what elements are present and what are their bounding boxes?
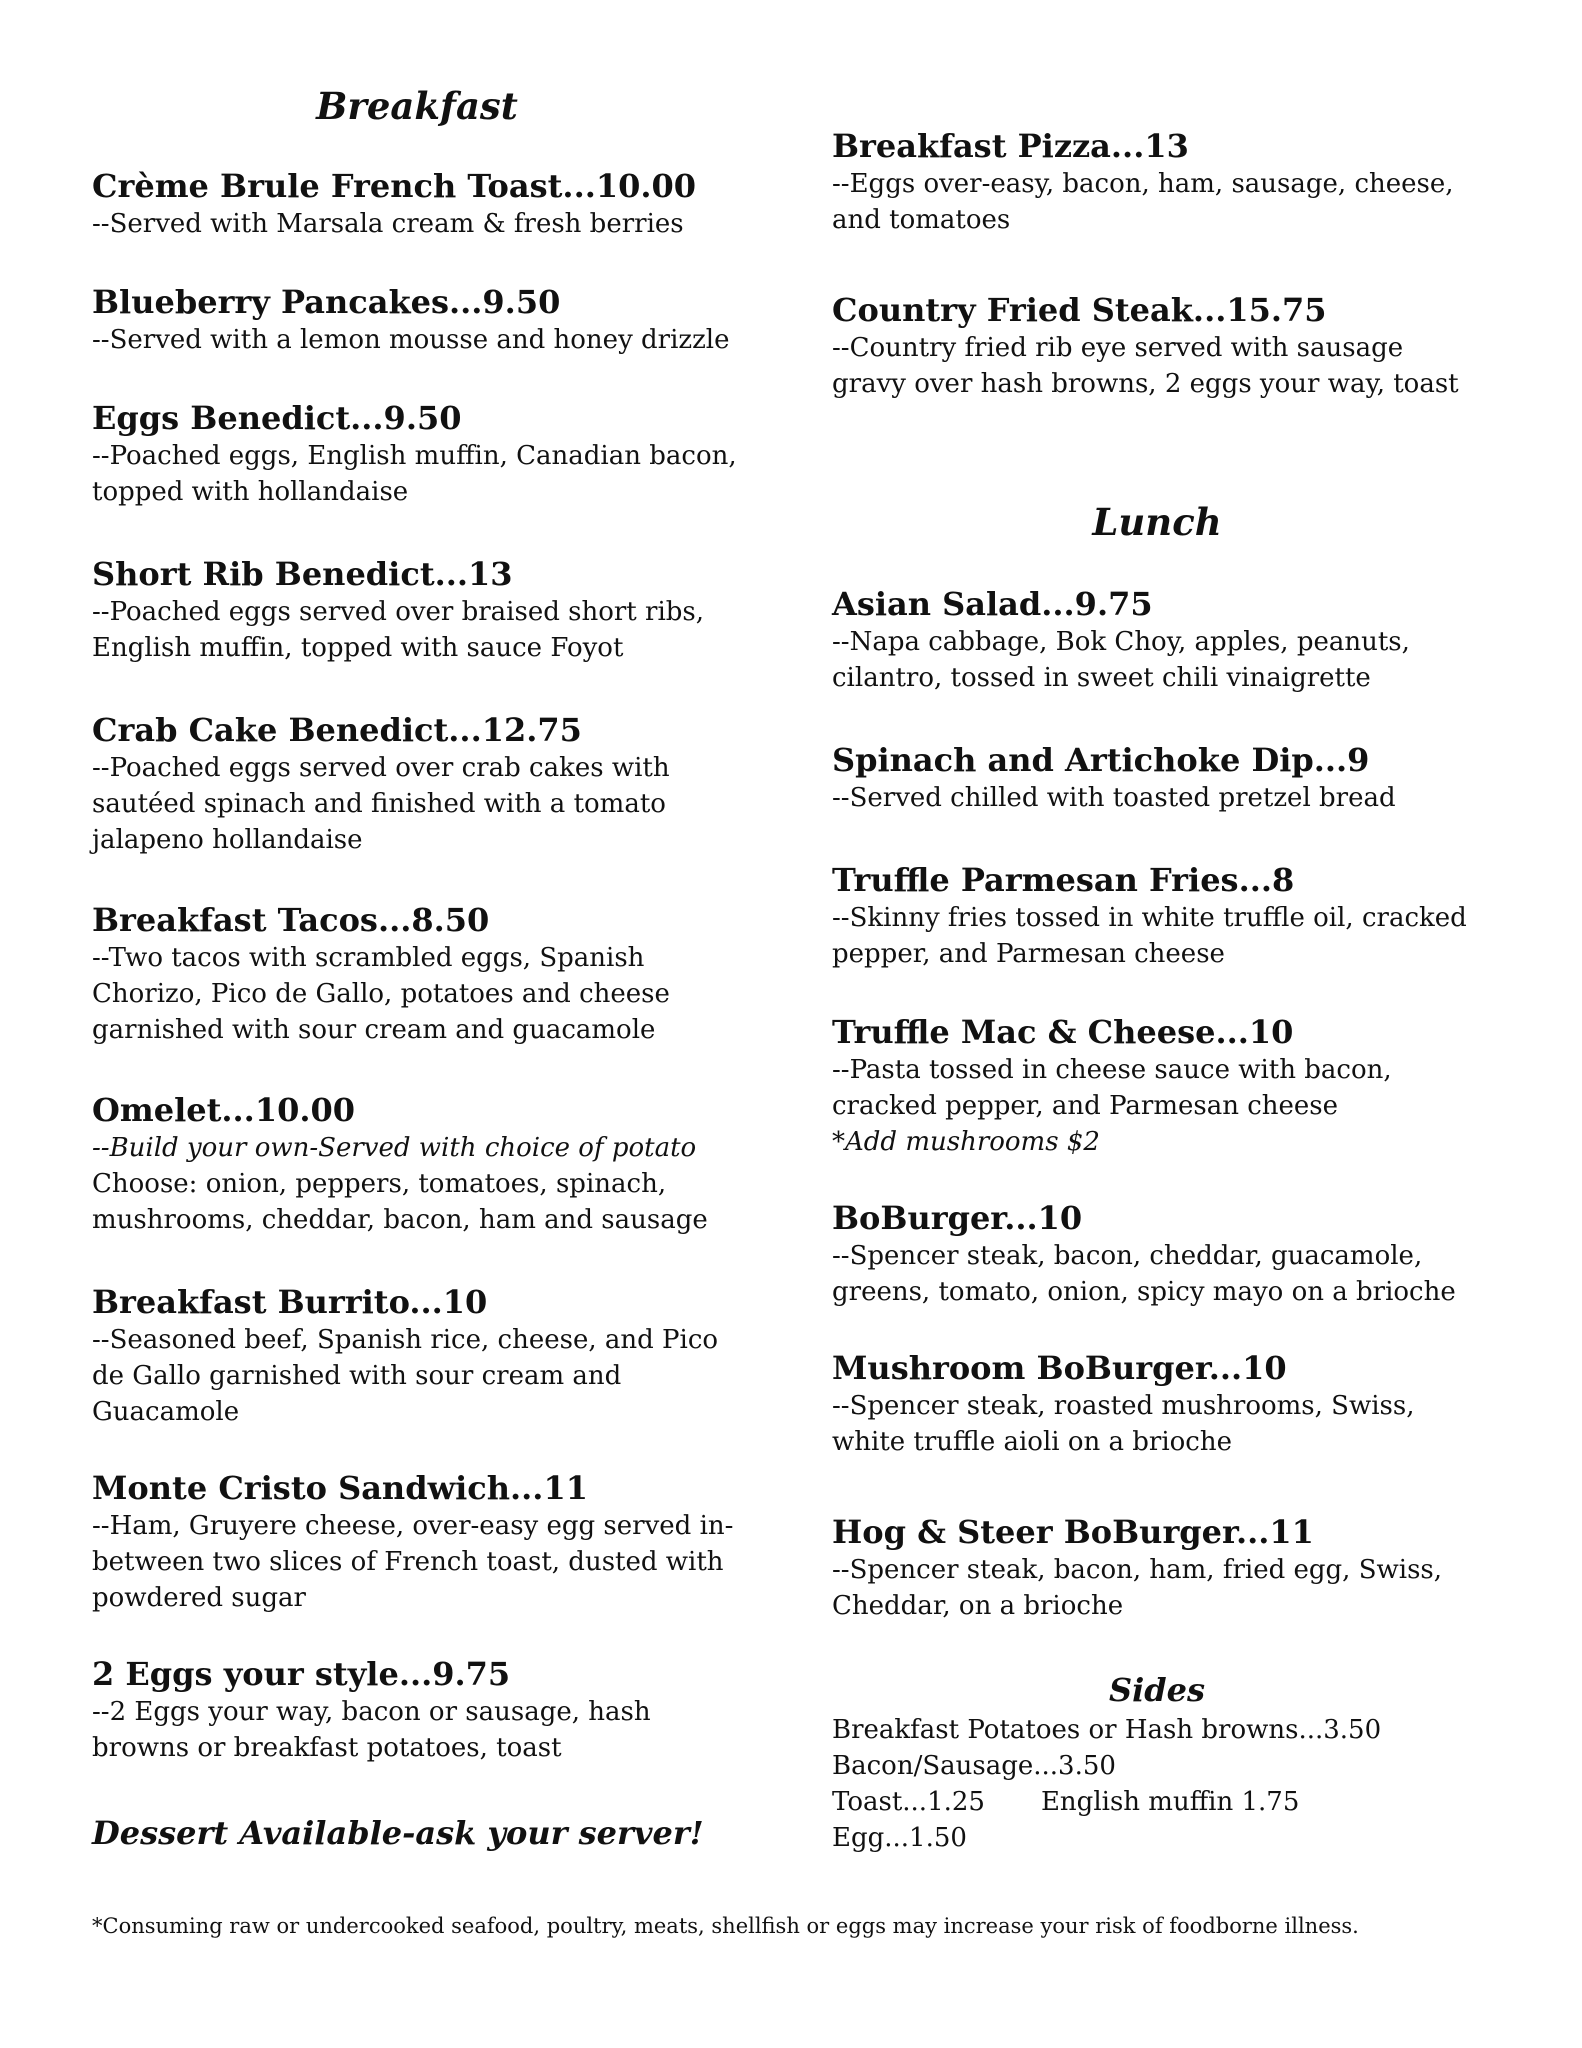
lunch-title: Lunch (1092, 500, 1222, 544)
item-desc: --Served with Marsala cream & fresh berries (92, 209, 684, 239)
item-name: Truffle Parmesan Fries...8 (832, 861, 1295, 899)
menu-item (92, 166, 742, 242)
item-name: Asian Salad...9.75 (832, 585, 1153, 623)
side-item-row (832, 1784, 1512, 1820)
item-desc: --Spencer steak, roasted mushrooms, Swiss, white truffle aioli on a brioche (832, 1391, 1415, 1457)
item-name: Monte Cristo Sandwich...11 (92, 1469, 588, 1507)
side-item: Egg...1.50 (832, 1823, 967, 1853)
side-item: Bacon/Sausage...3.50 (832, 1751, 1116, 1781)
item-desc: --Country fried rib eye served with sausage gravy over hash browns, 2 eggs your way, toast (832, 333, 1459, 399)
item-name: Country Fried Steak...15.75 (832, 291, 1327, 329)
menu-item (92, 1282, 742, 1430)
item-name: Crème Brule French Toast...10.00 (92, 167, 697, 205)
item-desc: --Napa cabbage, Bok Choy, apples, peanuts, cilantro, tossed in sweet chili vinaigrette (832, 627, 1410, 693)
item-desc: --Served chilled with toasted pretzel bread (832, 783, 1396, 813)
menu-item (832, 584, 1512, 696)
item-desc: --Poached eggs served over crab cakes with sautéed spinach and finished with a tomato jalapeno hollandaise (92, 753, 670, 855)
sides-title: Sides (1108, 1671, 1205, 1709)
item-name: 2 Eggs your style...9.75 (92, 1655, 511, 1693)
item-desc: --Poached eggs, English muffin, Canadian bacon, topped with hollandaise (92, 441, 737, 507)
menu-item (92, 1090, 742, 1238)
item-name: Blueberry Pancakes...9.50 (92, 283, 561, 321)
item-name: Short Rib Benedict...13 (92, 555, 513, 593)
menu-item (92, 1468, 742, 1616)
menu-item (92, 1654, 742, 1766)
menu-item (832, 290, 1512, 402)
item-name: Breakfast Pizza...13 (832, 127, 1189, 165)
item-name: Crab Cake Benedict...12.75 (92, 711, 582, 749)
footnote: *Consuming raw or undercooked seafood, poultry, meats, shellfish or eggs may increase your risk of foodborne illness. (92, 1914, 1359, 1938)
menu-item (832, 860, 1512, 972)
item-desc: --Served with a lemon mousse and honey drizzle (92, 325, 730, 355)
menu-item (832, 126, 1512, 238)
menu-item (832, 740, 1512, 816)
menu-item (92, 398, 742, 510)
item-desc: --Ham, Gruyere cheese, over-easy egg served in- between two slices of French toast, dusted with powdered sugar (92, 1511, 734, 1613)
item-desc: --Two tacos with scrambled eggs, Spanish Chorizo, Pico de Gallo, potatoes and cheese garnished with sour cream and guacamole (92, 943, 670, 1045)
item-name: Hog & Steer BoBurger...11 (832, 1513, 1314, 1551)
item-desc: --Eggs over-easy, bacon, ham, sausage, cheese, and tomatoes (832, 169, 1454, 235)
item-desc: --Spencer steak, bacon, cheddar, guacamole, greens, tomato, onion, spicy mayo on a brioche (832, 1241, 1456, 1307)
item-desc: --Poached eggs served over braised short ribs, English muffin, topped with sauce Foyot (92, 597, 705, 663)
item-name: Omelet...10.00 (92, 1091, 356, 1129)
menu-item (92, 282, 742, 358)
item-desc: --Pasta tossed in cheese sauce with bacon, cracked pepper, and Parmesan cheese *Add mushrooms $2 (832, 1055, 1392, 1157)
menu-item (832, 1012, 1512, 1160)
item-name: Spinach and Artichoke Dip...9 (832, 741, 1370, 779)
side-item: Toast...1.25 (832, 1787, 985, 1817)
item-name: Breakfast Burrito...10 (92, 1283, 488, 1321)
item-desc: --Seasoned beef, Spanish rice, cheese, and Pico de Gallo garnished with sour cream and Guacamole (92, 1325, 719, 1427)
side-item: Breakfast Potatoes or Hash browns...3.50 (832, 1715, 1382, 1745)
menu-item (832, 1348, 1512, 1460)
item-desc: --Spencer steak, bacon, ham, fried egg, Swiss, Cheddar, on a brioche (832, 1555, 1443, 1621)
item-desc: --2 Eggs your way, bacon or sausage, hash browns or breakfast potatoes, toast (92, 1697, 651, 1763)
item-desc: --Build your own-Served with choice of potato Choose: onion, peppers, tomatoes, spinach, mushrooms, cheddar, bacon, ham and sausage (92, 1133, 708, 1235)
item-name: BoBurger...10 (832, 1199, 1083, 1237)
dessert-note: Dessert Available-ask your server! (92, 1814, 704, 1852)
item-name: Mushroom BoBurger...10 (832, 1349, 1287, 1387)
menu-item (92, 710, 742, 858)
menu-item (92, 900, 742, 1048)
sides-list (832, 1712, 1512, 1856)
menu-item (92, 554, 742, 666)
item-desc: --Skinny fries tossed in white truffle oil, cracked pepper, and Parmesan cheese (832, 903, 1467, 969)
item-name: Breakfast Tacos...8.50 (92, 901, 490, 939)
item-name: Truffle Mac & Cheese...10 (832, 1013, 1294, 1051)
menu-item (832, 1198, 1512, 1310)
item-name: Eggs Benedict...9.50 (92, 399, 462, 437)
side-item: English muffin 1.75 (1040, 1787, 1300, 1817)
menu-item (832, 1512, 1512, 1624)
breakfast-title: Breakfast (316, 84, 518, 128)
